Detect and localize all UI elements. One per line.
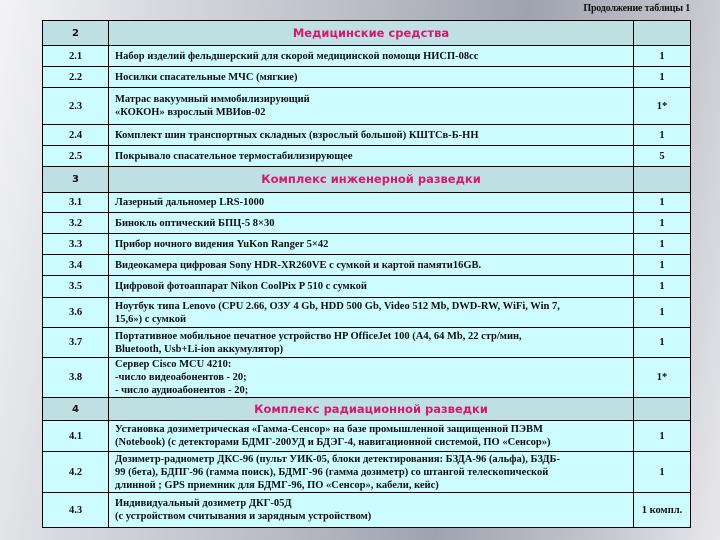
row-number: 2.4 <box>43 125 109 146</box>
row-number: 3.7 <box>43 328 109 358</box>
row-description <box>109 452 634 493</box>
description-line: Набор изделий фельдшерский для скорой медицинской помощи НИСП-08сс <box>115 50 479 62</box>
description-line: Матрас вакуумный иммобилизирующий <box>115 94 310 105</box>
row-description <box>109 328 634 358</box>
description-line: Лазерный дальномер LRS-1000 <box>115 197 265 208</box>
table-row <box>43 146 691 167</box>
row-number: 3.3 <box>43 234 109 255</box>
row-quantity: 1* <box>634 358 691 398</box>
description-line: Дозиметр-радиометр ДКС-96 (пульт УИК-05, блоки детектирования: БЗДА-96 (альфа), БЗДБ- <box>115 453 560 465</box>
equipment-table <box>42 20 691 528</box>
description-line: Портативное мобильное печатное устройство HP OfficeJet 100 (A4, 64 Mb, 22 стр/мин, <box>115 330 522 342</box>
row-description <box>109 255 634 276</box>
row-quantity: 1 <box>634 46 691 67</box>
row-number: 3.6 <box>43 298 109 328</box>
description-line: -число видеоабонентов - 20; <box>115 372 247 383</box>
section-title: Комплекс радиационной разведки <box>109 398 634 421</box>
description-line: Цифровой фотоаппарат Nikon CoolPix P 510 с сумкой <box>115 281 367 292</box>
description-line: Ноутбук типа Lenovo (CPU 2.66, ОЗУ 4 Gb, HDD 500 Gb, Video 512 Mb, DWD-RW, WiFi, Win 7, <box>115 300 560 312</box>
row-description <box>109 298 634 328</box>
row-description <box>109 493 634 528</box>
table-row <box>43 421 691 452</box>
section-number: 4 <box>43 398 109 421</box>
section-header-engineering <box>43 167 691 193</box>
row-description <box>109 125 634 146</box>
section-number: 3 <box>43 167 109 193</box>
table-row <box>43 88 691 125</box>
table-row <box>43 67 691 88</box>
description-line: «КОКОН» взрослый МВИов-02 <box>115 107 266 118</box>
description-line: Бинокль оптический БПЦ-5 8×30 <box>115 217 275 229</box>
row-description <box>109 358 634 398</box>
row-description <box>109 146 634 167</box>
row-quantity: 1 <box>634 234 691 255</box>
section-qty-empty <box>634 21 691 46</box>
description-line: Носилки спасательные МЧС (мягкие) <box>115 71 298 83</box>
row-number: 4.3 <box>43 493 109 528</box>
table-row <box>43 255 691 276</box>
section-qty-empty <box>634 167 691 193</box>
section-title: Медицинские средства <box>109 21 634 46</box>
row-number: 2.3 <box>43 88 109 125</box>
row-quantity: 1 <box>634 328 691 358</box>
row-number: 3.1 <box>43 193 109 213</box>
row-quantity: 1 <box>634 193 691 213</box>
table-row <box>43 493 691 528</box>
row-quantity: 1 <box>634 67 691 88</box>
row-quantity: 1 <box>634 298 691 328</box>
description-line: Прибор ночного видения YuKon Ranger 5×42 <box>115 238 329 250</box>
row-quantity: 1 <box>634 213 691 234</box>
row-description <box>109 421 634 452</box>
row-quantity: 1 <box>634 452 691 493</box>
description-line: Bluetooth, Usb+Li-ion аккумулятор) <box>115 343 284 355</box>
row-number: 2.2 <box>43 67 109 88</box>
row-quantity: 1* <box>634 88 691 125</box>
row-number: 4.2 <box>43 452 109 493</box>
row-quantity: 5 <box>634 146 691 167</box>
row-quantity: 1 <box>634 421 691 452</box>
description-line: (с устройством считывания и зарядным устройством) <box>115 511 372 522</box>
description-line: Сервер Cisco MCU 4210: <box>115 359 232 370</box>
description-line: Комплект шин транспортных складных (взрослый большой) КШТСв-Б-НН <box>115 129 479 141</box>
description-line: (Notebook) (с детекторами БДМГ-200УД и БДЭГ-4, навигационной системой, ПО «Сенсор») <box>115 437 551 448</box>
table-row <box>43 125 691 146</box>
row-quantity: 1 <box>634 125 691 146</box>
table-row <box>43 298 691 328</box>
description-line: 99 (бета), БДПГ-96 (гамма поиск), БДМГ-96 (гамма дозиметр) со штангой телескопической <box>115 466 549 478</box>
description-line: Покрывало спасательное термостабилизирующее <box>115 150 353 162</box>
table-row <box>43 213 691 234</box>
description-line: - число аудиоабонентов - 20; <box>115 385 249 396</box>
row-number: 3.5 <box>43 276 109 298</box>
table-row <box>43 328 691 358</box>
table-row <box>43 234 691 255</box>
row-description <box>109 67 634 88</box>
row-quantity: 1 <box>634 276 691 298</box>
description-line: Видеокамера цифровая Sony HDR-XR260VE с сумкой и картой памяти16GB. <box>115 259 482 271</box>
row-description <box>109 276 634 298</box>
row-number: 3.8 <box>43 358 109 398</box>
section-qty-empty <box>634 398 691 421</box>
description-line: Установка дозиметрическая «Гамма-Сенсор» на базе промышленной защищенной ПЭВМ <box>115 424 543 435</box>
table-row <box>43 452 691 493</box>
row-quantity: 1 <box>634 255 691 276</box>
section-header-medical <box>43 21 691 46</box>
section-number: 2 <box>43 21 109 46</box>
table-row <box>43 46 691 67</box>
table-caption: Продолжение таблицы 1 <box>583 3 690 14</box>
row-number: 2.1 <box>43 46 109 67</box>
row-number: 4.1 <box>43 421 109 452</box>
section-title: Комплекс инженерной разведки <box>109 167 634 193</box>
row-number: 3.4 <box>43 255 109 276</box>
table-row <box>43 193 691 213</box>
row-number: 2.5 <box>43 146 109 167</box>
description-line: 15,6») с сумкой <box>115 313 187 325</box>
table-row <box>43 276 691 298</box>
row-number: 3.2 <box>43 213 109 234</box>
row-description <box>109 193 634 213</box>
description-line: длинной ; GPS приемник для БДМГ-96, ПО «Сенсор», кабели, кейс) <box>115 479 439 491</box>
row-description <box>109 213 634 234</box>
row-description <box>109 234 634 255</box>
row-description <box>109 46 634 67</box>
row-quantity: 1 компл. <box>634 493 691 528</box>
table-row <box>43 358 691 398</box>
description-line: Индивидуальный дозиметр ДКГ-05Д <box>115 498 292 509</box>
section-header-radiation <box>43 398 691 421</box>
row-description <box>109 88 634 125</box>
